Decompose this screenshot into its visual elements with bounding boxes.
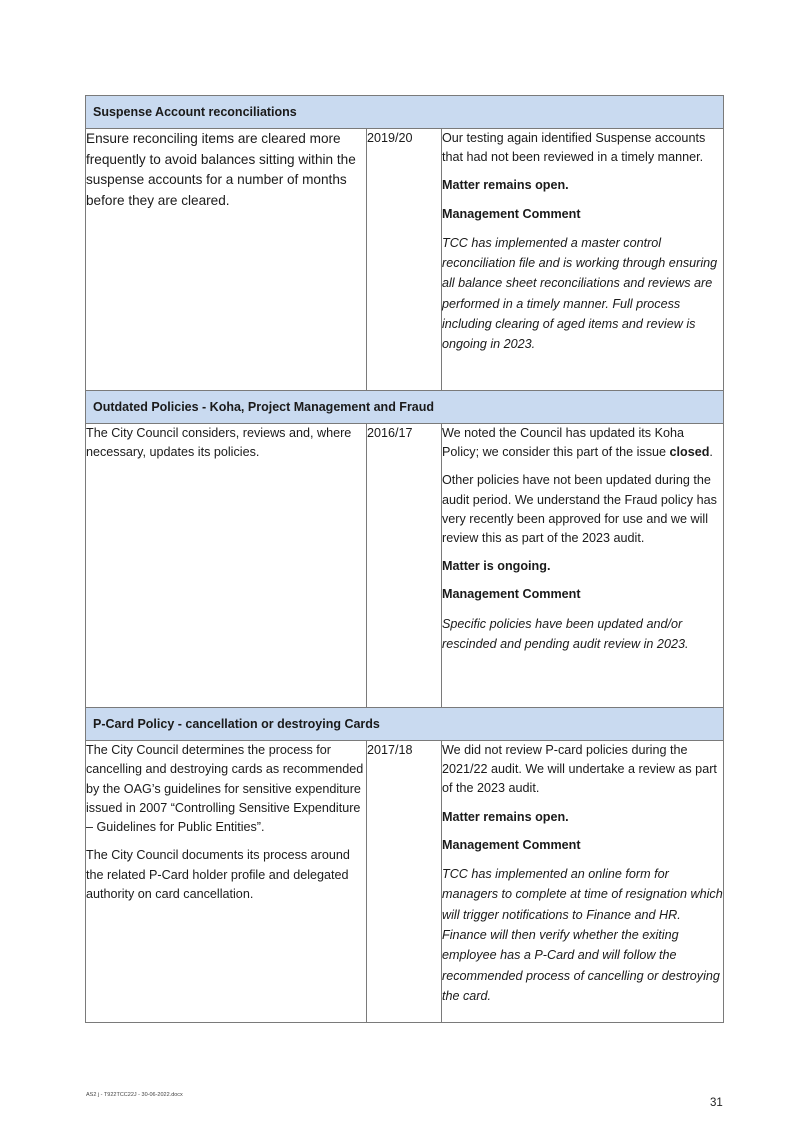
section-heading-row	[86, 96, 724, 129]
audit-findings-table	[85, 95, 724, 1023]
section-heading: Suspense Account reconciliations	[86, 96, 724, 129]
management-comment-heading: Management Comment	[442, 587, 581, 602]
finding-text: Other policies have not been updated during the audit period. We understand the Fraud policy has very recently been approved for use and we will review this as part of the 2023 audit.	[442, 473, 717, 546]
section-row	[86, 424, 724, 708]
recommendation-cell	[86, 129, 367, 391]
closed-status: closed	[669, 445, 710, 460]
year-cell: 2016/17	[367, 424, 442, 708]
management-comment-heading: Management Comment	[442, 837, 581, 852]
status-text: Matter remains open.	[442, 809, 569, 824]
finding-text	[442, 424, 723, 462]
management-comment-heading: Management Comment	[442, 206, 581, 221]
section-heading-row	[86, 708, 724, 741]
management-comment-text: Specific policies have been updated and/or rescinded and pending audit review in 2023.	[442, 616, 689, 651]
recommendation-text: Ensure reconciling items are cleared more frequently to avoid balances sitting within the suspense accounts for a number of months before they are cleared.	[86, 131, 356, 208]
recommendation-text: The City Council determines the process for cancelling and destroying cards as recommended by the OAG’s guidelines for sensitive expenditure issued in 2007 “Controlling Sensitive Expenditure – Guidelines for Public Entities”.	[86, 743, 364, 835]
section-row	[86, 129, 724, 391]
page-number: 31	[710, 1097, 723, 1109]
recommendation-cell	[86, 741, 367, 1023]
finding-lead-end: .	[709, 445, 713, 460]
recommendation-cell	[86, 424, 367, 708]
section-heading: P-Card Policy - cancellation or destroying Cards	[86, 708, 724, 741]
section-heading: Outdated Policies - Koha, Project Management and Fraud	[86, 391, 724, 424]
recommendation-text: The City Council documents its process around the related P-Card holder profile and delegated authority on card cancellation.	[86, 848, 350, 902]
finding-lead: We noted the Council has updated its Koha Policy; we consider this part of the issue	[442, 426, 685, 460]
section-heading-row	[86, 391, 724, 424]
year-cell: 2019/20	[367, 129, 442, 391]
section-row	[86, 741, 724, 1023]
finding-cell	[442, 424, 724, 708]
year-cell: 2017/18	[367, 741, 442, 1023]
document-reference: AS2 j - T922TCC22J - 30-06-2022.docx	[86, 1092, 183, 1098]
management-comment-text: TCC has implemented a master control reconciliation file and is working through ensuring all balance sheet reconciliations and reviews are performed in a timely manner. Full process including clearing of aged items and review is ongoing in 2023.	[442, 235, 718, 352]
finding-text: Our testing again identified Suspense accounts that had not been reviewed in a timely manner.	[442, 131, 706, 165]
recommendation-text: The City Council considers, reviews and, where necessary, updates its policies.	[86, 426, 352, 460]
finding-cell	[442, 741, 724, 1023]
status-text: Matter is ongoing.	[442, 559, 551, 574]
management-comment-text: TCC has implemented an online form for managers to complete at time of resignation which will trigger notifications to Finance and HR. Finance will then verify whether the exiting employee has a P-Card and will follow the recommended process of cancelling or destroying the card.	[442, 867, 723, 1003]
finding-text: We did not review P-card policies during the 2021/22 audit. We will undertake a review as part of the 2023 audit.	[442, 743, 717, 796]
status-text: Matter remains open.	[442, 178, 569, 193]
finding-cell	[442, 129, 724, 391]
